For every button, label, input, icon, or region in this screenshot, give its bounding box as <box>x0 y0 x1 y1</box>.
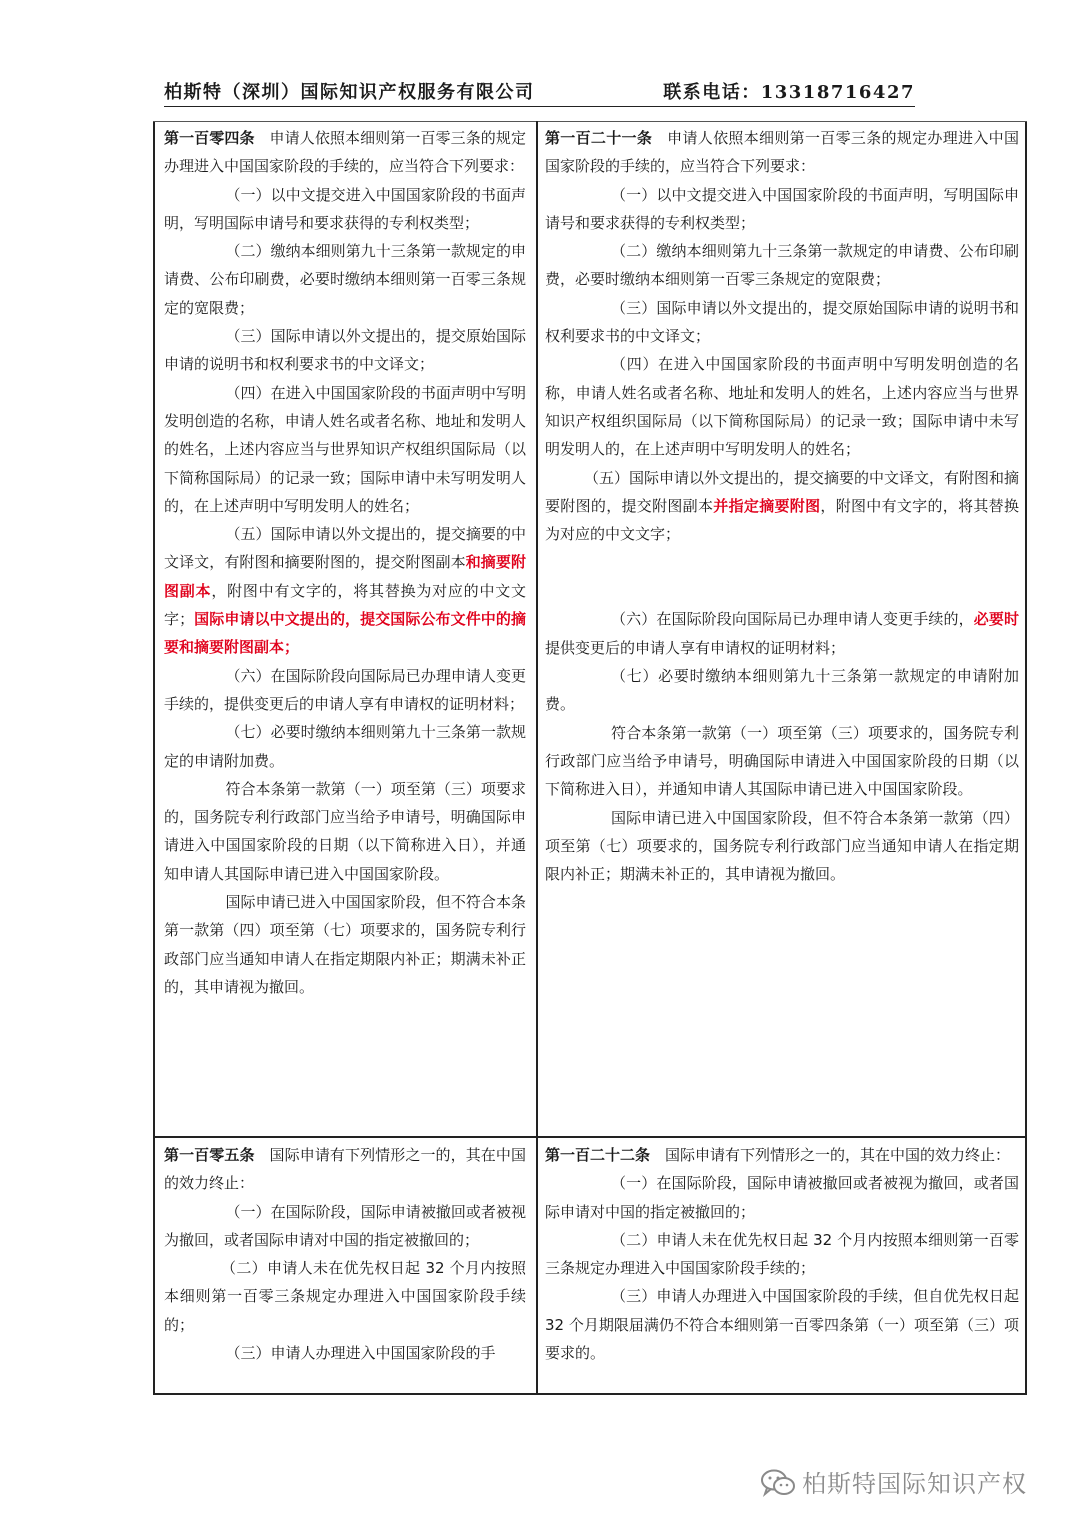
article-number: 第一百零五条 <box>164 1146 255 1164</box>
comparison-table <box>153 121 1027 1395</box>
article-121-intro: 第一百二十一条 申请人依照本细则第一百零三条的规定办理进入中国国家阶段的手续的，应当符合下列要求： <box>545 129 1019 176</box>
article-121-item-4: （四）在进入中国国家阶段的书面声明中写明发明创造的名称，申请人姓名或者名称、地址和发明人的姓名，上述内容应当与世界知识产权组织国际局（以下简称国际局）的记录一致；国际申请中未写明发明人的，在上述声明中写明发明人的姓名； <box>545 355 1019 459</box>
article-121-item-5: （五）国际申请以外文提出的，提交摘要的中文译文，有附图和摘要附图的，提交附图副本并指定摘要附图，附图中有文字的，将其替换为对应的中文文字； <box>545 468 1020 544</box>
article-121-para-3: 国际申请已进入中国国家阶段，但不符合本条第一款第（四）项至第（七）项要求的，国务院专利行政部门应当通知申请人在指定期限内补正；期满未补正的，其申请视为撤回。 <box>545 808 1019 884</box>
article-122-item-1: （一）在国际阶段，国际申请被撤回或者被视为撤回，或者国际申请对中国的指定被撤回的； <box>545 1174 1019 1221</box>
article-number: 第一百零四条 <box>164 129 255 147</box>
article-121-para-2: 符合本条第一款第（一）项至第（三）项要求的，国务院专利行政部门应当给予申请号，明确国际申请进入中国国家阶段的日期（以下简称进入日），并通知申请人其国际申请已进入中国国家阶段。 <box>545 723 1019 799</box>
cell-article-105 <box>164 1141 526 1367</box>
article-104-item-4: （四）在进入中国国家阶段的书面声明中写明发明创造的名称，申请人姓名或者名称、地址和发明人的姓名，上述内容应当与世界知识产权组织国际局（以下简称国际局）的记录一致；国际申请中未写明发明人的，在上述声明中写明发明人的姓名； <box>164 383 526 515</box>
article-104-item-7: （七）必要时缴纳本细则第九十三条第一款规定的申请附加费。 <box>164 723 526 770</box>
wechat-icon <box>760 1468 796 1498</box>
contact-phone: 联系电话：13318716427 <box>663 82 915 103</box>
cell-article-121 <box>545 124 1019 888</box>
article-122-intro: 第一百二十二条 国际申请有下列情形之一的，其在中国的效力终止： <box>545 1146 1011 1164</box>
spacer <box>545 548 1019 605</box>
article-104-para-3: 国际申请已进入中国国家阶段，但不符合本条第一款第（四）项至第（七）项要求的，国务院专利行政部门应当通知申请人在指定期限内补正；期满未补正的，其申请视为撤回。 <box>164 893 526 996</box>
article-104-para-2: 符合本条第一款第（一）项至第（三）项要求的，国务院专利行政部门应当给予申请号，明确国际申请进入中国国家阶段的日期（以下简称进入日），并通知申请人其国际申请已进入中国国家阶段。 <box>164 779 526 883</box>
article-104-item-5: （五）国际申请以外文提出的，提交摘要的中文译文，有附图和摘要附图的，提交附图副本和摘要附图副本，附图中有文字的，将其替换为对应的中文文字；国际申请以中文提出的，提交国际公布文件中的摘要和摘要附图副本； <box>164 525 526 657</box>
article-121-item-2: （二）缴纳本细则第九十三条第一款规定的申请费、公布印刷费，必要时缴纳本细则第一百零三条规定的宽限费； <box>545 242 1019 289</box>
cell-article-122 <box>545 1141 1019 1367</box>
article-121-item-1: （一）以中文提交进入中国国家阶段的书面声明，写明国际申请号和要求获得的专利权类型； <box>545 185 1019 232</box>
article-122-item-2: （二）申请人未在优先权日起 32 个月内按照本细则第一百零三条规定办理进入中国国家阶段手续的； <box>545 1230 1019 1278</box>
article-121-item-6: （六）在国际阶段向国际局已办理申请人变更手续的，必要时提供变更后的申请人享有申请权的证明材料； <box>545 610 1019 657</box>
column-divider <box>536 121 538 1393</box>
article-number: 第一百二十二条 <box>545 1146 651 1164</box>
article-121-item-3: （三）国际申请以外文提出的，提交原始国际申请的说明书和权利要求书的中文译文； <box>545 298 1019 346</box>
article-104-item-3: （三）国际申请以外文提出的，提交原始国际申请的说明书和权利要求书的中文译文； <box>164 327 526 374</box>
article-122-item-3: （三）申请人办理进入中国国家阶段的手续，但自优先权日起 32 个月期限届满仍不符合本细则第一百零四条第（一）项至第（三）项要求的。 <box>545 1287 1019 1363</box>
document-header <box>164 78 915 107</box>
article-105-item-1: （一）在国际阶段，国际申请被撤回或者被视为撤回，或者国际申请对中国的指定被撤回的； <box>164 1202 526 1249</box>
watermark-text: 柏斯特国际知识产权 <box>802 1470 1027 1498</box>
row-divider <box>155 1136 1025 1138</box>
highlight-added-text: 和摘要附图副本 <box>164 553 526 600</box>
cell-article-104 <box>164 124 526 1001</box>
highlight-added-text: 国际申请以中文提出的，提交国际公布文件中的摘要和摘要附图副本； <box>164 610 526 657</box>
article-104-item-6: （六）在国际阶段向国际局已办理申请人变更手续的，提供变更后的申请人享有申请权的证明材料； <box>164 666 526 713</box>
article-104-intro: 第一百零四条 申请人依照本细则第一百零三条的规定办理进入中国国家阶段的手续的，应当符合下列要求： <box>164 129 526 176</box>
watermark <box>760 1462 1060 1502</box>
table-top-rule <box>153 121 1027 122</box>
article-104-item-2: （二）缴纳本细则第九十三条第一款规定的申请费、公布印刷费，必要时缴纳本细则第一百零三条规定的宽限费； <box>164 242 526 317</box>
article-105-item-3: （三）申请人办理进入中国国家阶段的手 <box>225 1344 496 1363</box>
company-name: 柏斯特（深圳）国际知识产权服务有限公司 <box>164 82 535 103</box>
highlight-added-text: 必要时 <box>973 610 1019 629</box>
article-number: 第一百二十一条 <box>545 129 653 147</box>
highlight-added-text: 并指定摘要附图 <box>713 496 821 515</box>
article-121-item-7: （七）必要时缴纳本细则第九十三条第一款规定的申请附加费。 <box>545 667 1019 714</box>
article-104-item-1: （一）以中文提交进入中国国家阶段的书面声明，写明国际申请号和要求获得的专利权类型； <box>164 185 526 232</box>
article-105-item-2: （二）申请人未在优先权日起 32 个月内按照本细则第一百零三条规定办理进入中国国家阶段手续的； <box>164 1259 526 1334</box>
article-105-intro: 第一百零五条 国际申请有下列情形之一的，其在中国的效力终止： <box>164 1146 526 1193</box>
